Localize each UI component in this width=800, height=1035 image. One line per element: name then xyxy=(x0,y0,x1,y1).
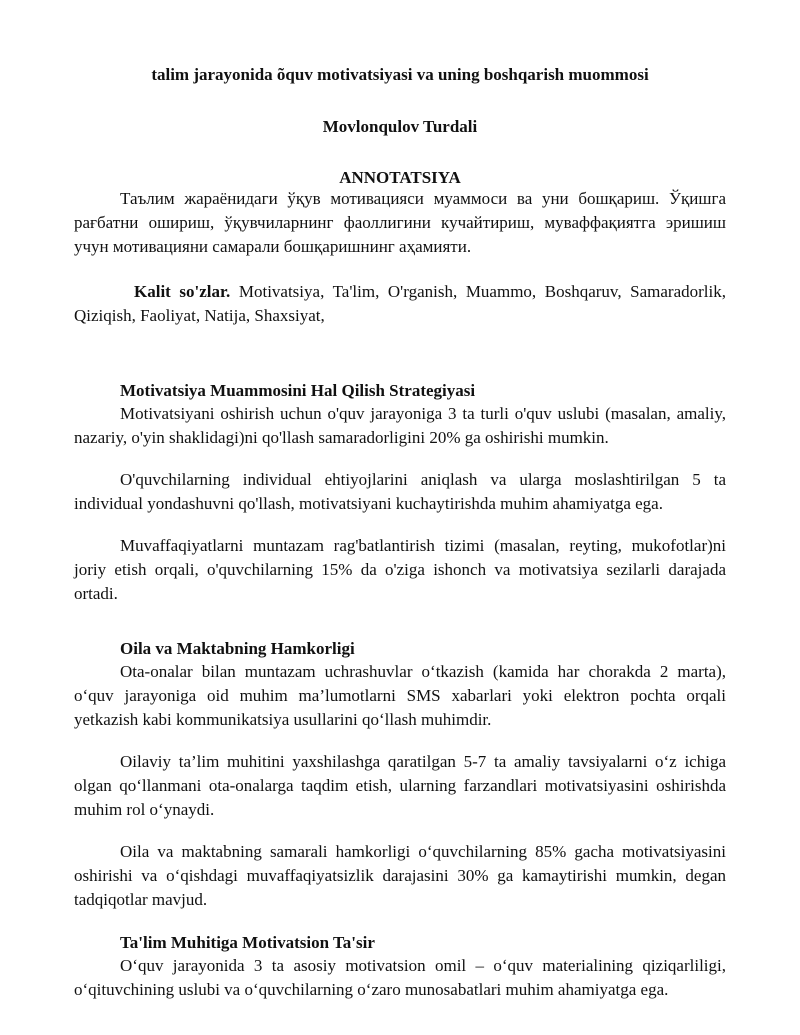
section-heading-family-school: Oila va Maktabning Hamkorligi xyxy=(120,639,355,658)
section-paragraph: O‘quv jarayonida 3 ta asosiy motivatsion omil – o‘quv materialining qiziqarliligi, o‘qituvchining uslubi va o‘quvchilarning o‘zaro munosabatlari muhim ahamiyatga ega. xyxy=(74,956,726,999)
keywords-list: Motivatsiya, Ta'lim, O'rganish, Muammo, Boshqaruv, Samaradorlik, Qiziqish, Faoliyat, Natija, Shaxsiyat, xyxy=(74,282,726,325)
section-paragraph: Motivatsiyani oshirish uchun o'quv jarayoniga 3 ta turli o'quv uslubi (masalan, amaliy, nazariy, o'yin shaklidagi)ni qo'llash samaradorligini 20% ga oshirishi mumkin. xyxy=(74,404,726,447)
section-paragraph: Muvaffaqiyatlarni muntazam rag'batlantirish tizimi (masalan, reyting, mukofotlar)ni joriy etish orqali, o'quvchilarning 15% da o'ziga ishonch va motivatsiya sezilarli darajada ortadi. xyxy=(74,536,726,603)
keywords-paragraph xyxy=(74,280,726,328)
annotation-heading: ANNOTATSIYA xyxy=(339,168,461,187)
section-heading-strategy: Motivatsiya Muammosini Hal Qilish Strategiyasi xyxy=(120,381,476,400)
section-paragraph: Ota-onalar bilan muntazam uchrashuvlar o‘tkazish (kamida har chorakda 2 marta), o‘quv jarayoniga oid muhim ma’lumotlarni SMS xabarlari yoki elektron pochta orqali yetkazish kabi kommunikatsiya usullarini qo‘llash muhimdir. xyxy=(74,662,726,729)
section-heading-environment: Ta'lim Muhitiga Motivatsion Ta'sir xyxy=(120,933,375,952)
keywords-label: Kalit so'zlar. xyxy=(134,282,231,301)
annotation-text: Таълим жараёнидаги ўқув мотивацияси муаммоси ва уни бошқариш. Ўқишга рағбатни ошириш, ўқувчиларнинг фаоллигини кучайтириш, муваффақиятга эришиш учун мотивацияни самарали бошқаришнинг аҳамияти. xyxy=(74,189,726,256)
section-paragraph: Oilaviy ta’lim muhitini yaxshilashga qaratilgan 5-7 ta amaliy tavsiyalarni o‘z ichiga olgan qo‘llanmani ota-onalarga taqdim etish, ularning farzandlari motivatsiyasini oshirishda muhim rol o‘ynaydi. xyxy=(74,752,726,819)
section-paragraph: Oila va maktabning samarali hamkorligi o‘quvchilarning 85% gacha motivatsiyasini oshirishi va o‘qishdagi muvaffaqiyatsizlik darajasini 30% ga kamaytirishi mumkin, degan tadqiqotlar mavjud. xyxy=(74,842,726,909)
section-paragraph: O'quvchilarning individual ehtiyojlarini aniqlash va ularga moslashtirilgan 5 ta individual yondashuvni qo'llash, motivatsiyani kuchaytirishda muhim ahamiyatga ega. xyxy=(74,470,726,513)
author-name: Movlonqulov Turdali xyxy=(322,117,478,136)
document-title: talim jarayonida õquv motivatsiyasi va uning boshqarish muommosi xyxy=(151,65,649,84)
